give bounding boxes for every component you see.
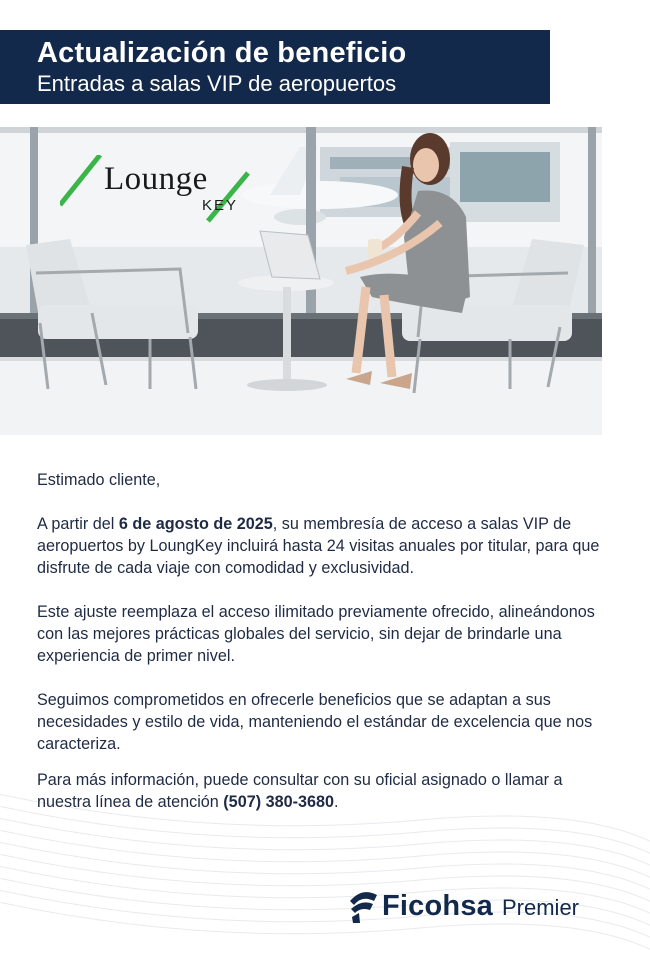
phone-number: (507) 380-3680 — [223, 793, 334, 811]
logo-word: Lounge — [104, 161, 208, 197]
effective-date: 6 de agosto de 2025 — [118, 515, 273, 533]
loungekey-logo — [60, 155, 250, 227]
letter-body — [37, 469, 607, 835]
page-subtitle: Entradas a salas VIP de aeropuertos — [37, 71, 397, 96]
page-title: Actualización de beneficio — [37, 37, 407, 69]
paragraph-commitment: Seguimos comprometidos en ofrecerle beneficios que se adaptan a sus necesidades y estilo de vida, manteniendo el estándar de excelencia que nos caracteriza. — [37, 691, 593, 753]
paragraph-adjustment: Este ajuste reemplaza el acceso ilimitado previamente ofrecido, alineándonos con las mejores prácticas globales del servicio, sin dejar de brindarle una experiencia de primer nivel. — [37, 603, 595, 665]
brand-tier: Premier — [502, 894, 580, 920]
brand-name: Ficohsa — [382, 889, 493, 922]
paragraph-contact — [37, 769, 607, 813]
logo-key: KEY — [202, 197, 239, 214]
p4-text-end: . — [334, 793, 339, 811]
paragraph-effective-date — [37, 513, 607, 579]
p4-text-start: Para más información, puede consultar con su oficial asignado o llamar a nuestra línea de atención — [37, 771, 563, 811]
ficohsa-mark-icon — [348, 889, 378, 923]
ficohsa-premier-logo — [348, 884, 579, 928]
p1-text-start: A partir del — [37, 515, 119, 533]
header-banner — [0, 30, 550, 104]
p1-text-end: , su membresía de acceso a salas VIP de aeropuertos by LoungKey incluirá hasta 24 visitas anuales por titular, para que disfrute de cada viaje con comodidad y exclusividad. — [37, 515, 600, 577]
greeting: Estimado cliente, — [37, 471, 161, 489]
